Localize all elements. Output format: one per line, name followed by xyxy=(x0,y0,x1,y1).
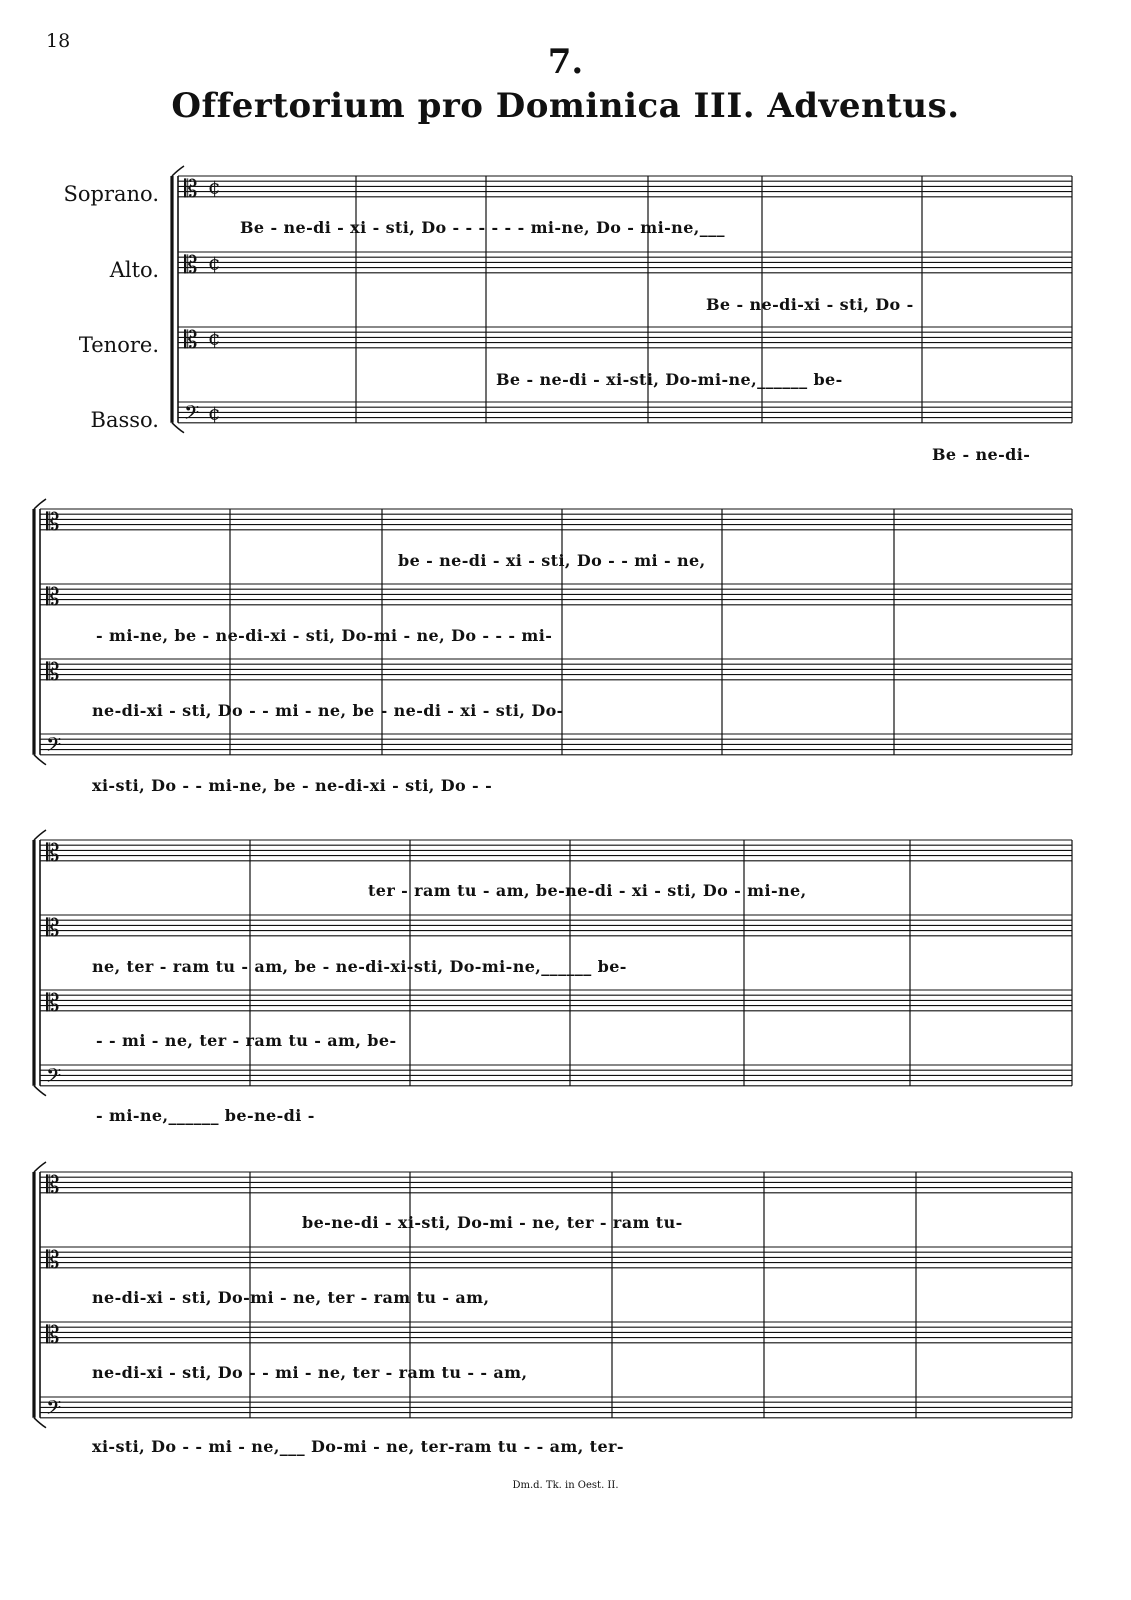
bracket-hook xyxy=(34,830,46,840)
bracket-hook xyxy=(172,166,184,176)
lyric-s1-soprano: Be - ne-di - xi - sti, Do - - - - - - mi-ne, Do - mi-ne,___ xyxy=(240,218,725,237)
printer-note: Dm.d. Tk. in Oest. II. xyxy=(512,1480,619,1491)
bracket-hook xyxy=(172,423,184,433)
voice-label-soprano: Soprano. xyxy=(63,182,159,206)
page-number: 18 xyxy=(46,30,71,52)
lyric-s4-soprano: be-ne-di - xi-sti, Do-mi - ne, ter - ram tu- xyxy=(302,1213,683,1232)
lyric-s2-tenore: ne-di-xi - sti, Do - - mi - ne, be - ne-di - xi - sti, Do- xyxy=(92,701,564,720)
lyric-s3-basso: - mi-ne,______ be-ne-di - xyxy=(96,1106,315,1125)
c-clef-icon: 𝄡 xyxy=(46,1245,60,1274)
lyric-s3-tenore: - - mi - ne, ter - ram tu - am, be- xyxy=(96,1031,397,1050)
bracket-hook xyxy=(34,1086,46,1096)
piece-number: 7. xyxy=(547,42,584,82)
c-clef-icon: 𝄡 xyxy=(46,582,60,611)
bass-clef-icon: 𝄢 xyxy=(46,1063,62,1092)
bass-clef-icon: 𝄢 xyxy=(184,400,200,429)
bracket-hook xyxy=(34,1162,46,1172)
bracket-hook xyxy=(34,755,46,765)
cut-time-icon: ¢ xyxy=(208,400,221,425)
voice-label-alto: Alto. xyxy=(109,258,159,282)
lyric-s1-alto: Be - ne-di-xi - sti, Do - xyxy=(706,295,914,314)
lyric-s3-soprano: ter - ram tu - am, be-ne-di - xi - sti, Do - mi-ne, xyxy=(368,881,807,900)
voice-label-basso: Basso. xyxy=(90,408,159,432)
c-clef-icon: 𝄡 xyxy=(46,1170,60,1199)
lyric-s4-alto: ne-di-xi - sti, Do-mi - ne, ter - ram tu - am, xyxy=(92,1288,490,1307)
c-clef-icon: 𝄡 xyxy=(184,174,198,203)
c-clef-icon: 𝄡 xyxy=(184,250,198,279)
cut-time-icon: ¢ xyxy=(208,325,221,350)
lyric-s2-alto: - mi-ne, be - ne-di-xi - sti, Do-mi - ne, Do - - - mi- xyxy=(96,626,553,645)
c-clef-icon: 𝄡 xyxy=(46,838,60,867)
lyric-s2-basso: xi-sti, Do - - mi-ne, be - ne-di-xi - sti, Do - - xyxy=(92,776,493,795)
bass-clef-icon: 𝄢 xyxy=(46,1395,62,1424)
lyric-s3-alto: ne, ter - ram tu - am, be - ne-di-xi-sti, Do-mi-ne,______ be- xyxy=(92,957,627,976)
piece-title: Offertorium pro Dominica III. Adventus. xyxy=(171,86,960,126)
bass-clef-icon: 𝄢 xyxy=(46,732,62,761)
bracket-hook xyxy=(34,499,46,509)
voice-label-tenore: Tenore. xyxy=(78,333,159,357)
c-clef-icon: 𝄡 xyxy=(46,1320,60,1349)
lyric-s1-tenore: Be - ne-di - xi-sti, Do-mi-ne,______ be- xyxy=(496,370,843,389)
cut-time-icon: ¢ xyxy=(208,250,221,275)
c-clef-icon: 𝄡 xyxy=(184,325,198,354)
cut-time-icon: ¢ xyxy=(208,174,221,199)
lyric-s4-basso: xi-sti, Do - - mi - ne,___ Do-mi - ne, ter-ram tu - - am, ter- xyxy=(92,1437,624,1456)
c-clef-icon: 𝄡 xyxy=(46,507,60,536)
c-clef-icon: 𝄡 xyxy=(46,913,60,942)
c-clef-icon: 𝄡 xyxy=(46,657,60,686)
bracket-hook xyxy=(34,1418,46,1428)
lyric-s2-soprano: be - ne-di - xi - sti, Do - - mi - ne, xyxy=(398,551,706,570)
lyric-s1-basso: Be - ne-di- xyxy=(932,445,1031,464)
lyric-s4-tenore: ne-di-xi - sti, Do - - mi - ne, ter - ram tu - - am, xyxy=(92,1363,528,1382)
c-clef-icon: 𝄡 xyxy=(46,988,60,1017)
